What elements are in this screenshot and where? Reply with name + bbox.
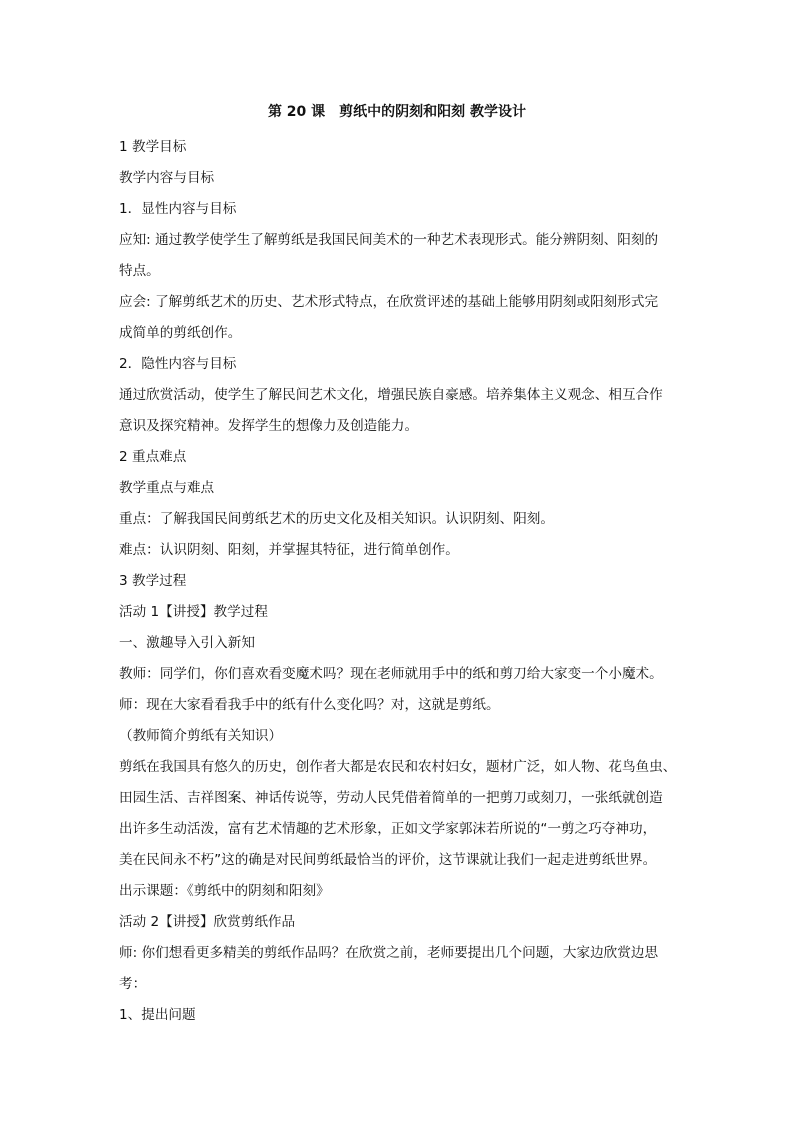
paragraph-line: 意识及探究精神。发挥学生的想像力及创造能力。 xyxy=(119,418,419,434)
paragraph-line: 出示课题：《剪纸中的阴刻和阳刻》 xyxy=(119,883,330,899)
paragraph-line: 师：现在大家看看我手中的纸有什么变化吗？对，这就是剪纸。 xyxy=(119,697,500,713)
subheading: 2．隐性内容与目标 xyxy=(119,356,237,372)
subheading: 一、激趣导入引入新知 xyxy=(119,635,255,651)
document-title: 第 20 课 剪纸中的阴刻和阳刻 教学设计 xyxy=(267,104,527,120)
paragraph-line: 特点。 xyxy=(119,263,160,279)
paragraph-line: 难点：认识阴刻、阳刻，并掌握其特征，进行简单创作。 xyxy=(119,542,459,558)
paragraph-line: 剪纸在我国具有悠久的历史，创作者大都是农民和农村妇女，题材广泛，如人物、花鸟鱼虫、 xyxy=(119,759,677,775)
list-item: 1、提出问题 xyxy=(119,1007,196,1023)
paragraph-line: 教师：同学们，你们喜欢看变魔术吗？现在老师就用手中的纸和剪刀给大家变一个小魔术。 xyxy=(119,666,663,682)
paragraph-line: 师: 你们想看更多精美的剪纸作品吗？在欣赏之前，老师要提出几个问题，大家边欣赏边思 xyxy=(119,945,659,961)
paragraph-line: 美在民间永不朽”这的确是对民间剪纸最恰当的评价，这节课就让我们一起走进剪纸世界。 xyxy=(119,852,657,868)
section-heading: 2 重点难点 xyxy=(119,449,187,465)
paragraph-line: （教师简介剪纸有关知识） xyxy=(119,728,283,744)
paragraph-line: 重点：了解我国民间剪纸艺术的历史文化及相关知识。认识阴刻、阳刻。 xyxy=(119,511,554,527)
subheading: 1．显性内容与目标 xyxy=(119,201,237,217)
paragraph-line: 成简单的剪纸创作。 xyxy=(119,325,242,341)
paragraph-line: 考： xyxy=(119,976,147,992)
paragraph-line: 应会: 了解剪纸艺术的历史、艺术形式特点，在欣赏评述的基础上能够用阴刻或阳刻形式完 xyxy=(119,294,659,310)
activity-heading: 活动 2【讲授】欣赏剪纸作品 xyxy=(119,914,296,930)
activity-heading: 活动 1【讲授】教学过程 xyxy=(119,604,268,620)
paragraph-line: 田园生活、吉祥图案、神话传说等，劳动人民凭借着简单的一把剪刀或刻刀，一张纸就创造 xyxy=(119,790,663,806)
section-heading: 1 教学目标 xyxy=(119,139,187,155)
subheading: 教学内容与目标 xyxy=(119,170,215,186)
document-body xyxy=(119,132,679,1031)
paragraph-line: 应知: 通过教学使学生了解剪纸是我国民间美术的一种艺术表现形式。能分辨阴刻、阳刻的 xyxy=(119,232,659,248)
paragraph-line: 出许多生动活泼，富有艺术情趣的艺术形象，正如文学家郭沫若所说的“一剪之巧夺神功， xyxy=(119,821,657,837)
section-heading: 3 教学过程 xyxy=(119,573,187,589)
paragraph-line: 通过欣赏活动，使学生了解民间艺术文化，增强民族自豪感。培养集体主义观念、相互合作 xyxy=(119,387,663,403)
subheading: 教学重点与难点 xyxy=(119,480,215,496)
